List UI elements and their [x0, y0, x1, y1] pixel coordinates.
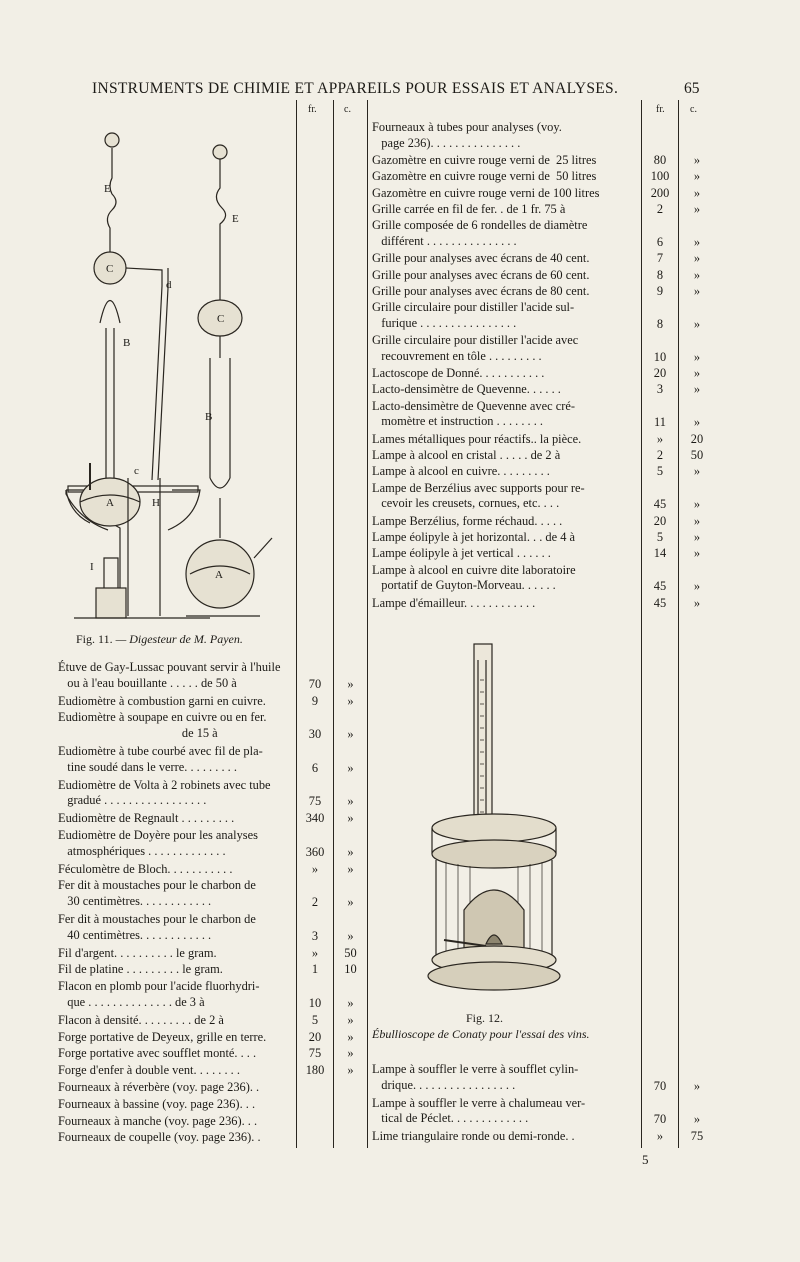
- entry-line: Fourneaux à tubes pour analyses (voy.: [372, 120, 562, 134]
- price-francs: 100: [650, 169, 670, 184]
- entry-line: Fourneaux à bassine (voy. page 236). . .: [58, 1096, 256, 1111]
- entry-line: momètre et instruction . . . . . . . .: [372, 414, 544, 429]
- price-entry: [58, 1046, 256, 1062]
- price-centimes: »: [693, 595, 701, 610]
- price-francs: 70: [653, 1078, 667, 1093]
- price-entry: [58, 1063, 240, 1079]
- entry-line: Forge d'enfer à double vent. . . . . . . .: [58, 1063, 240, 1078]
- entry-line: Fer dit à moustaches pour le charbon de: [58, 912, 256, 926]
- price-francs: 5: [311, 1012, 319, 1027]
- price-centimes: »: [693, 284, 701, 298]
- fig11-caption-number: Fig. 11.: [76, 632, 113, 646]
- entry-line: Gazomètre en cuivre rouge verni de 25 litres: [372, 152, 597, 167]
- price-centimes: »: [693, 382, 701, 397]
- price-entry: [372, 563, 576, 594]
- price-centimes: »: [347, 811, 354, 826]
- price-francs: 45: [653, 595, 667, 610]
- price-entry: [372, 432, 581, 448]
- price-centimes: »: [347, 1046, 354, 1061]
- entry-line: tine soudé dans le verre. . . . . . . . .: [58, 759, 237, 774]
- price-francs: 5: [656, 530, 664, 544]
- entry-line: Flacon à densité. . . . . . . . . de 2 à: [58, 1012, 224, 1027]
- price-entry: [58, 946, 217, 962]
- fig11-letter-i: I: [90, 561, 94, 573]
- price-entry: [372, 382, 561, 398]
- page-number: 65: [684, 80, 700, 97]
- price-entry: [58, 660, 280, 691]
- price-entry: [58, 828, 258, 859]
- entry-line: Eudiomètre de Doyère pour les analyses: [58, 828, 258, 842]
- price-centimes: »: [693, 1112, 701, 1127]
- price-entry: [372, 546, 551, 562]
- price-centimes: »: [693, 152, 701, 167]
- entry-line: Lampe éolipyle à jet horizontal. . . de 4 à: [372, 530, 575, 544]
- entry-line: Lampe Berzélius, forme réchaud. . . . .: [372, 513, 563, 528]
- price-francs: 30: [308, 727, 322, 742]
- fig11-letter-e2: E: [232, 213, 239, 225]
- entry-line: tical de Péclet. . . . . . . . . . . . .: [372, 1111, 529, 1126]
- price-entry: [372, 120, 562, 151]
- price-centimes: »: [347, 895, 354, 910]
- price-francs: 5: [656, 464, 664, 479]
- price-entry: [372, 514, 562, 530]
- price-francs: 9: [656, 284, 664, 298]
- entry-line: 40 centimètres. . . . . . . . . . . .: [58, 927, 212, 942]
- entry-line: Lampe à souffler le verre à soufflet cylin-: [372, 1062, 579, 1076]
- price-centimes: »: [347, 844, 354, 859]
- price-entry: [372, 399, 575, 430]
- price-centimes: »: [693, 415, 701, 430]
- entry-line: Grille circulaire pour distiller l'acide avec: [372, 333, 579, 348]
- left-fr-rule: [296, 100, 297, 1148]
- entry-line: Fer dit à moustaches pour le charbon de: [58, 878, 256, 893]
- price-centimes: »: [347, 928, 354, 943]
- entry-line: Flacon en plomb pour l'acide fluorhydri-: [58, 979, 260, 994]
- price-francs: 2: [656, 202, 664, 216]
- entry-line: Eudiomètre de Regnault . . . . . . . . .: [58, 811, 235, 826]
- entry-line: recouvrement en tôle . . . . . . . . .: [372, 348, 542, 363]
- entry-line: Étuve de Gay-Lussac pouvant servir à l'huile: [58, 660, 281, 674]
- fig11-letter-c: C: [106, 263, 114, 275]
- price-francs: 2: [656, 448, 664, 462]
- entry-line: Forge portative de Deyeux, grille en terre.: [58, 1029, 267, 1044]
- price-francs: 6: [311, 760, 319, 775]
- right-col-head-fr: fr.: [656, 104, 665, 115]
- entry-line: Grille composée de 6 rondelles de diamètre: [372, 218, 588, 233]
- running-header: INSTRUMENTS DE CHIMIE ET APPAREILS POUR ESSAIS ET ANALYSES.: [92, 80, 619, 97]
- fig12-ebullioscope-illustration: [424, 640, 564, 998]
- entry-line: Lampe d'émailleur. . . . . . . . . . . .: [372, 595, 536, 610]
- price-entry: [58, 744, 263, 775]
- entry-line: ou à l'eau bouillante . . . . . de 50 à: [58, 675, 237, 690]
- entry-line: Grille pour analyses avec écrans de 80 cent.: [372, 284, 590, 298]
- price-francs: 3: [656, 382, 664, 397]
- price-centimes: »: [347, 1029, 354, 1044]
- price-francs: »: [311, 861, 319, 876]
- price-entry: [58, 694, 266, 710]
- price-centimes: 20: [690, 431, 704, 446]
- price-entry: [372, 218, 587, 249]
- entry-line: Lampe à alcool en cuivre dite laboratoire: [372, 562, 576, 577]
- signature-mark: 5: [642, 1152, 649, 1167]
- price-francs: 14: [653, 546, 667, 561]
- price-francs: »: [311, 945, 319, 960]
- entry-line: Lampe à alcool en cuivre. . . . . . . . .: [372, 464, 550, 479]
- price-centimes: »: [693, 185, 701, 200]
- entry-line: Fourneaux à manche (voy. page 236). . .: [58, 1113, 258, 1128]
- entry-line: Féculomètre de Bloch. . . . . . . . . . .: [58, 861, 233, 876]
- entry-line: Eudiomètre à tube courbé avec fil de pla-: [58, 744, 263, 758]
- price-francs: 45: [653, 579, 667, 594]
- fig11-letter-b2: B: [205, 411, 213, 423]
- price-centimes: »: [347, 1012, 354, 1027]
- entry-line: Forge portative avec soufflet monté. . . .: [58, 1046, 257, 1061]
- price-entry: [58, 811, 234, 827]
- price-entry: [372, 596, 535, 612]
- price-entry: [58, 1114, 257, 1130]
- price-francs: 20: [653, 366, 667, 380]
- price-centimes: 10: [344, 962, 357, 977]
- entry-line: Lampe éolipyle à jet vertical . . . . . .: [372, 546, 551, 561]
- price-centimes: »: [347, 727, 354, 742]
- entry-line: portatif de Guyton-Morveau. . . . . .: [372, 578, 556, 593]
- price-francs: 340: [305, 811, 325, 826]
- fig11-letter-h: H: [152, 497, 160, 509]
- entry-line: que . . . . . . . . . . . . . . de 3 à: [58, 994, 205, 1009]
- price-francs: 7: [656, 251, 664, 266]
- price-entry: [372, 481, 585, 512]
- price-francs: 70: [653, 1112, 667, 1127]
- entry-line: Lime triangulaire ronde ou demi-ronde. .: [372, 1129, 575, 1144]
- price-francs: 45: [653, 497, 667, 512]
- price-francs: 8: [656, 316, 664, 331]
- price-centimes: »: [693, 366, 701, 380]
- price-centimes: »: [693, 251, 701, 266]
- entry-line: furique . . . . . . . . . . . . . . . .: [372, 315, 517, 330]
- entry-line: de 15 à: [58, 725, 218, 740]
- price-entry: [58, 1080, 259, 1096]
- price-centimes: »: [347, 1063, 354, 1078]
- price-francs: 8: [656, 267, 664, 282]
- price-francs: 200: [650, 185, 670, 200]
- fig11-letter-d: d: [166, 279, 172, 291]
- entry-line: Fil d'argent. . . . . . . . . . le gram.: [58, 945, 217, 960]
- price-entry: [372, 284, 589, 300]
- entry-line: Fourneaux à réverbère (voy. page 236). .: [58, 1080, 260, 1094]
- fig11-letter-e: E: [104, 183, 111, 195]
- right-col-head-c: c.: [690, 104, 697, 115]
- entry-line: drique. . . . . . . . . . . . . . . . .: [372, 1077, 516, 1092]
- price-centimes: »: [347, 760, 354, 775]
- price-entry: [372, 448, 560, 464]
- fig11-letter-c2: c: [134, 465, 139, 477]
- entry-line: Eudiomètre de Volta à 2 robinets avec tube: [58, 777, 271, 792]
- gutter-rule: [367, 100, 368, 1148]
- price-entry: [58, 878, 256, 909]
- price-centimes: »: [693, 349, 701, 364]
- entry-line: Grille pour analyses avec écrans de 40 cent.: [372, 251, 590, 266]
- entry-line: Grille pour analyses avec écrans de 60 cent.: [372, 267, 590, 282]
- left-col-head-c: c.: [344, 104, 351, 115]
- price-entry: [58, 1030, 266, 1046]
- price-centimes: »: [693, 530, 701, 544]
- price-francs: 1: [311, 962, 319, 977]
- price-centimes: 50: [344, 945, 357, 960]
- price-entry: [58, 1130, 261, 1146]
- price-entry: [372, 186, 599, 202]
- price-entry: [372, 1062, 578, 1093]
- price-francs: 3: [311, 928, 319, 943]
- entry-line: 30 centimètres. . . . . . . . . . . .: [58, 893, 212, 908]
- price-francs: 10: [653, 349, 667, 364]
- entry-line: Lactoscope de Donné. . . . . . . . . . .: [372, 366, 545, 380]
- price-francs: 75: [308, 794, 322, 809]
- price-francs: 180: [305, 1063, 325, 1078]
- entry-line: Lampe à souffler le verre à chalumeau ver-: [372, 1095, 586, 1110]
- fig11-caption: [76, 632, 243, 647]
- price-entry: [372, 268, 589, 284]
- entry-line: Grille carrée en fil de fer. . de 1 fr. 75 à: [372, 202, 566, 216]
- price-centimes: »: [693, 464, 701, 479]
- entry-line: atmosphériques . . . . . . . . . . . . .: [58, 843, 226, 858]
- price-francs: 80: [653, 152, 667, 167]
- entry-line: Grille circulaire pour distiller l'acide sul-: [372, 300, 575, 315]
- entry-line: Gazomètre en cuivre rouge verni de 50 litres: [372, 169, 597, 184]
- entry-line: différent . . . . . . . . . . . . . . .: [372, 233, 517, 248]
- left-c-rule: [333, 100, 334, 1148]
- price-entry: [58, 710, 267, 741]
- price-centimes: »: [347, 676, 354, 691]
- price-entry: [372, 153, 596, 169]
- price-francs: 10: [308, 996, 322, 1010]
- price-francs: 20: [653, 513, 667, 528]
- price-entry: [58, 778, 271, 809]
- price-centimes: »: [693, 546, 701, 561]
- price-centimes: 75: [690, 1129, 704, 1144]
- price-entry: [372, 530, 575, 546]
- price-entry: [372, 366, 544, 382]
- price-centimes: »: [693, 497, 701, 512]
- price-entry: [372, 169, 596, 185]
- price-francs: 75: [308, 1046, 322, 1061]
- price-entry: [58, 979, 259, 1010]
- price-entry: [58, 1097, 255, 1113]
- price-entry: [58, 912, 256, 943]
- fig11-caption-text: — Digesteur de M. Payen.: [115, 632, 243, 646]
- entry-line: Gazomètre en cuivre rouge verni de 100 litres: [372, 185, 600, 200]
- price-francs: 70: [308, 676, 322, 691]
- entry-line: Lampe à alcool en cristal . . . . . de 2 à: [372, 448, 561, 462]
- entry-line: Lames métalliques pour réactifs.. la pièce.: [372, 431, 582, 446]
- price-entry: [58, 962, 223, 978]
- price-entry: [372, 251, 589, 267]
- price-francs: 360: [305, 844, 325, 859]
- price-centimes: »: [347, 996, 354, 1010]
- price-centimes: »: [693, 316, 701, 331]
- price-francs: 9: [311, 693, 319, 708]
- price-centimes: »: [693, 267, 701, 282]
- price-centimes: »: [347, 794, 354, 809]
- price-francs: »: [656, 431, 664, 446]
- price-francs: »: [656, 1129, 664, 1144]
- fig11-letter-c3: C: [217, 313, 225, 325]
- price-francs: 20: [308, 1029, 322, 1044]
- price-francs: 6: [656, 234, 664, 249]
- price-francs: 11: [654, 415, 666, 430]
- price-centimes: »: [693, 234, 701, 249]
- fig11-letter-b: B: [123, 337, 131, 349]
- entry-line: gradué . . . . . . . . . . . . . . . . .: [58, 793, 207, 808]
- price-entry: [372, 202, 565, 218]
- entry-line: Lampe de Berzélius avec supports pour re-: [372, 480, 585, 495]
- price-entry: [372, 1129, 575, 1145]
- price-entry: [372, 1096, 585, 1127]
- fig11-digester-illustration: [60, 118, 292, 628]
- entry-line: Eudiomètre à combustion garni en cuivre.: [58, 693, 266, 708]
- price-centimes: »: [693, 579, 701, 594]
- entry-line: page 236). . . . . . . . . . . . . . .: [372, 135, 521, 150]
- price-centimes: »: [693, 1078, 701, 1093]
- entry-line: Lacto-densimètre de Quevenne. . . . . .: [372, 382, 561, 397]
- fig11-letter-a2: A: [215, 569, 223, 581]
- entry-line: Fourneaux de coupelle (voy. page 236). .: [58, 1130, 261, 1145]
- price-entry: [58, 1013, 224, 1029]
- price-centimes: »: [347, 861, 354, 876]
- price-centimes: »: [693, 169, 701, 184]
- entry-line: Fil de platine . . . . . . . . . le gram.: [58, 962, 223, 977]
- price-centimes: »: [693, 202, 701, 216]
- fig12-caption-number: Fig. 12.: [466, 1011, 504, 1025]
- price-francs: 2: [311, 895, 319, 910]
- left-col-head-fr: fr.: [308, 104, 317, 115]
- price-entry: [58, 862, 232, 878]
- price-entry: [372, 333, 578, 364]
- price-centimes: »: [693, 513, 701, 528]
- entry-line: cevoir les creusets, cornues, etc. . . .: [372, 496, 560, 511]
- price-centimes: 50: [690, 448, 704, 462]
- entry-line: Lacto-densimètre de Quevenne avec cré-: [372, 398, 575, 413]
- price-centimes: »: [347, 693, 354, 708]
- fig12-caption-text: Ébullioscope de Conaty pour l'essai des vins.: [372, 1027, 590, 1041]
- price-entry: [372, 464, 550, 480]
- entry-line: Eudiomètre à soupape en cuivre ou en fer.: [58, 710, 267, 725]
- price-entry: [372, 300, 574, 331]
- fig11-letter-a: A: [106, 497, 114, 509]
